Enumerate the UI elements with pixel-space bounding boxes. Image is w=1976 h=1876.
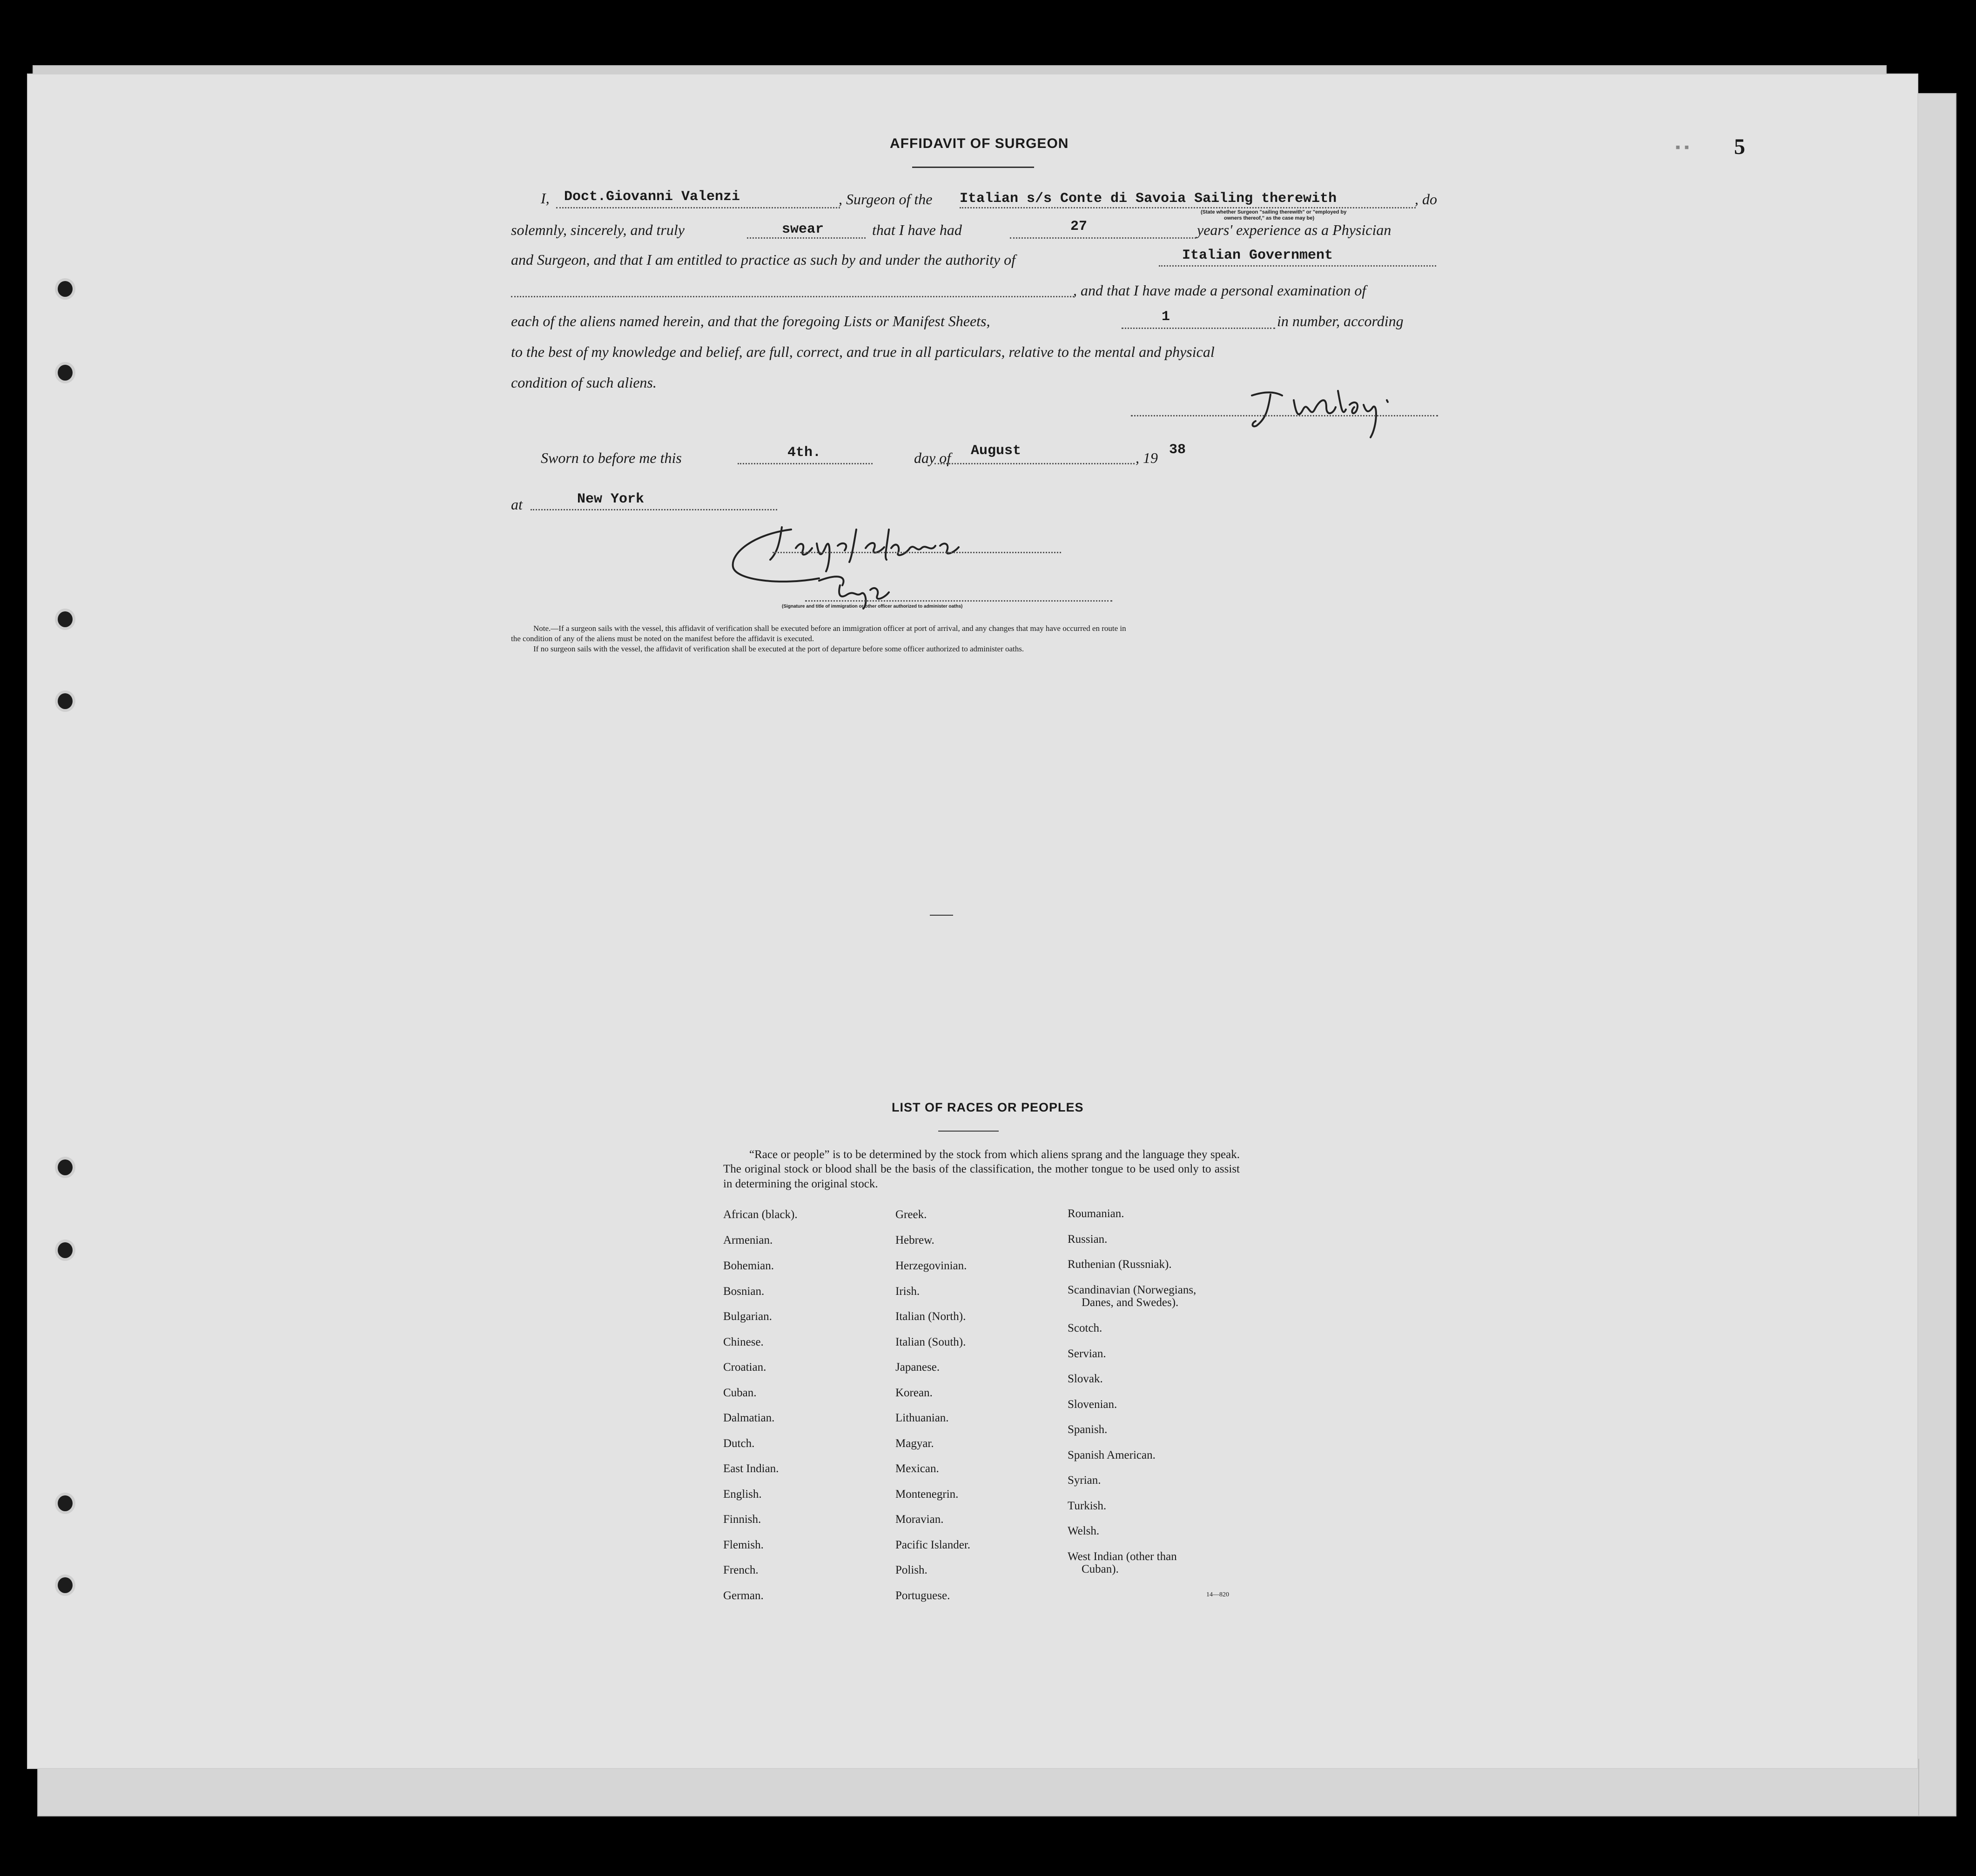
oath-line — [747, 237, 866, 239]
race-item: Cuban. — [723, 1387, 757, 1399]
note-line-3: If no surgeon sails with the vessel, the affidavit of verification shall be executed at the port of departure before some officer authorized to administer oaths. — [533, 644, 1024, 653]
divider-mark — [930, 915, 953, 916]
race-item: Hebrew. — [895, 1234, 934, 1246]
surgeon-name: Doct.Giovanni Valenzi — [564, 189, 740, 205]
race-item: Greek. — [895, 1208, 927, 1221]
race-item: Dalmatian. — [723, 1412, 775, 1424]
punch-hole — [55, 1574, 75, 1596]
race-item: French. — [723, 1564, 759, 1576]
line1-prefix: I, — [541, 190, 550, 207]
sheet-count: 1 — [1162, 309, 1170, 325]
race-item: Scotch. — [1068, 1322, 1102, 1334]
authority-continued-line — [511, 296, 1074, 297]
race-item: Armenian. — [723, 1234, 773, 1246]
race-item: Servian. — [1068, 1347, 1106, 1360]
race-item: Roumanian. — [1068, 1207, 1124, 1220]
page-corner-mark: ▪ ▪ — [1675, 140, 1689, 155]
officer-signature-line-1 — [773, 552, 1061, 553]
title-underline — [912, 167, 1034, 168]
race-item: Italian (North). — [895, 1310, 966, 1323]
line5-prefix: each of the aliens named herein, and that the foregoing Lists or Manifest Sheets, — [511, 313, 990, 329]
race-item: Montenegrin. — [895, 1488, 959, 1501]
race-item: Chinese. — [723, 1336, 764, 1348]
race-item: Portuguese. — [895, 1589, 950, 1602]
sworn-year: 38 — [1169, 442, 1186, 458]
punch-hole — [55, 690, 75, 712]
surgeon-status-note-1: (State whether Surgeon "sailing therewith" or "employed by — [1201, 209, 1347, 215]
form-code: 14—820 — [1206, 1591, 1229, 1598]
race-item: Moravian. — [895, 1513, 944, 1526]
place-line — [531, 509, 777, 510]
surgeon-signature-line — [1131, 415, 1438, 416]
years-line — [1010, 237, 1196, 239]
race-item: German. — [723, 1589, 764, 1602]
line2-prefix: solemnly, sincerely, and truly — [511, 221, 685, 238]
line3-prefix: and Surgeon, and that I am entitled to practice as such by and under the authority of — [511, 251, 1015, 268]
line6: to the best of my knowledge and belief, are full, correct, and true in all particulars, relative to the mental and physical — [511, 343, 1215, 360]
race-item: Turkish. — [1068, 1500, 1107, 1512]
sworn-month-line — [934, 463, 1135, 464]
place-prefix: at — [511, 496, 523, 513]
line4: , and that I have made a personal examination of — [1073, 282, 1366, 299]
race-item: English. — [723, 1488, 762, 1501]
affidavit-title: AFFIDAVIT OF SURGEON — [890, 136, 1069, 151]
line2-middle: that I have had — [872, 221, 962, 238]
authority-line — [1159, 265, 1436, 267]
race-item: Bulgarian. — [723, 1310, 772, 1323]
authority: Italian Government — [1182, 248, 1333, 263]
vessel-name: Italian s/s Conte di Savoia Sailing therewith — [960, 191, 1337, 207]
race-item: Croatian. — [723, 1361, 766, 1374]
race-item: Cuban). — [1082, 1563, 1119, 1575]
sworn-prefix: Sworn to before me this — [541, 449, 682, 466]
race-item: Bosnian. — [723, 1285, 765, 1298]
years-experience: 27 — [1070, 219, 1088, 234]
race-item: Finnish. — [723, 1513, 761, 1526]
punch-hole — [55, 1240, 75, 1261]
punch-hole — [55, 1493, 75, 1514]
sworn-month: August — [971, 443, 1022, 459]
page-number: 5 — [1734, 134, 1745, 159]
race-item: Pacific Islander. — [895, 1539, 971, 1551]
line7: condition of such aliens. — [511, 374, 657, 391]
surgeon-status-note-2: owners thereof," as the case may be) — [1224, 215, 1315, 221]
place-value: New York — [577, 491, 645, 507]
punch-hole — [55, 609, 75, 630]
officer-signature — [726, 516, 1005, 609]
officer-signature-line-2 — [805, 600, 1112, 602]
race-item: Spanish American. — [1068, 1449, 1156, 1461]
race-item: Dutch. — [723, 1437, 755, 1450]
race-item: Lithuanian. — [895, 1412, 949, 1424]
line2-suffix: years' experience as a Physician — [1197, 221, 1391, 238]
sworn-day-line — [738, 463, 873, 464]
race-item: Polish. — [895, 1564, 928, 1576]
race-item: African (black). — [723, 1208, 798, 1221]
race-item: Bohemian. — [723, 1260, 774, 1272]
officer-caption: (Signature and title of immigration or other officer authorized to administer oaths) — [782, 604, 963, 609]
note-line-2: the condition of any of the aliens must be noted on the manifest before the affidavit is executed. — [511, 634, 814, 643]
sworn-day-of: day of — [914, 449, 951, 466]
race-item: Welsh. — [1068, 1525, 1100, 1537]
sworn-day: 4th. — [787, 445, 821, 461]
punch-hole — [55, 362, 75, 383]
surgeon-signature — [1238, 382, 1433, 442]
surgeon-name-line — [556, 207, 840, 208]
vessel-line — [960, 207, 1416, 208]
race-item: Scandinavian (Norwegians, — [1068, 1284, 1196, 1296]
punch-hole — [55, 278, 75, 300]
line1-suffix: , do — [1415, 191, 1437, 208]
races-title: LIST OF RACES OR PEOPLES — [892, 1100, 1084, 1114]
line1-middle: , Surgeon of the — [839, 191, 933, 208]
sworn-year-prefix: , 19 — [1136, 449, 1158, 466]
race-item: Syrian. — [1068, 1474, 1101, 1487]
sheet-count-line — [1122, 328, 1275, 329]
race-item: Italian (South). — [895, 1336, 966, 1348]
race-item: West Indian (other than — [1068, 1550, 1177, 1563]
race-item: Flemish. — [723, 1539, 764, 1551]
race-item: Herzegovinian. — [895, 1260, 967, 1272]
oath-type: swear — [782, 221, 824, 237]
race-item: Mexican. — [895, 1462, 939, 1475]
race-item: Magyar. — [895, 1437, 934, 1450]
race-item: Spanish. — [1068, 1423, 1108, 1436]
race-item: Danes, and Swedes). — [1082, 1296, 1179, 1309]
note-line-1: Note.—If a surgeon sails with the vessel, this affidavit of verification shall be executed before an immigration officer at port of arrival, and any changes that may have occurred en route in — [533, 624, 1126, 633]
race-item: Slovenian. — [1068, 1398, 1117, 1411]
race-item: Korean. — [895, 1387, 933, 1399]
punch-hole — [55, 1157, 75, 1178]
race-item: Slovak. — [1068, 1373, 1103, 1385]
races-intro: “Race or people” is to be determined by the stock from which aliens sprang and the language they speak. The original stock or blood shall be the basis of the classification, the mother tongue to be used only to assist in determining the original stock. — [723, 1148, 1240, 1190]
race-item: East Indian. — [723, 1462, 779, 1475]
race-item: Japanese. — [895, 1361, 940, 1374]
line5-suffix: in number, according — [1277, 313, 1404, 329]
races-title-underline — [938, 1131, 999, 1132]
race-item: Irish. — [895, 1285, 920, 1298]
race-item: Ruthenian (Russniak). — [1068, 1258, 1172, 1271]
race-item: Russian. — [1068, 1233, 1108, 1246]
